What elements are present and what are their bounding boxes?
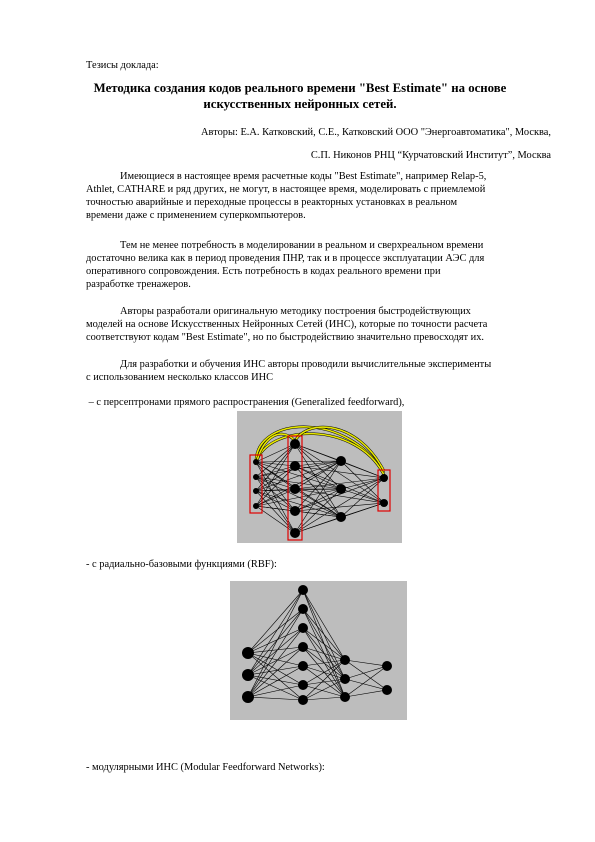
hidden-node <box>340 674 350 684</box>
list-item-modular: - модулярными ИНС (Modular Feedforward Networks): <box>86 762 325 773</box>
paragraph-1-line: Athlet, CATHARE и ряд других, не могут, в настоящее время, моделировать с приемлемой <box>86 184 486 195</box>
hidden-node <box>340 692 350 702</box>
output-node <box>382 685 392 695</box>
header-label: Тезисы доклада: <box>86 60 159 71</box>
paper-title <box>70 80 530 112</box>
title-line-2: искусственных нейронных сетей. <box>203 97 397 111</box>
paragraph-2-line: оперативного сопровождения. Есть потребность в кодах реального времени при <box>86 266 441 277</box>
input-node <box>253 503 259 509</box>
input-node <box>242 647 254 659</box>
output-node <box>380 499 388 507</box>
input-node <box>242 691 254 703</box>
paragraph-4-line: с использованием несколько классов ИНС <box>86 372 274 383</box>
rbf-node <box>298 680 308 690</box>
list-item-rbf: - с радиально-базовыми функциями (RBF): <box>86 559 277 570</box>
paragraph-2-line: разработке тренажеров. <box>86 279 191 290</box>
authors-line-1: Авторы: Е.А. Катковский, С.Е., Катковский ООО "Энергоавтоматика", Москва, <box>201 127 551 138</box>
paragraph-2 <box>86 239 551 291</box>
input-node <box>253 474 259 480</box>
feedforward-network-diagram <box>237 411 402 543</box>
hidden-node <box>290 484 300 494</box>
rbf-node <box>298 642 308 652</box>
rbf-node <box>298 604 308 614</box>
paragraph-3 <box>86 305 551 344</box>
input-node <box>253 488 259 494</box>
paragraph-3-line: Авторы разработали оригинальную методику построения быстродействующих <box>120 306 471 317</box>
rbf-node <box>298 661 308 671</box>
input-node <box>242 669 254 681</box>
authors-line-2: С.П. Никонов РНЦ “Курчатовский Институт”, Москва <box>310 150 551 161</box>
output-node <box>382 661 392 671</box>
paragraph-4-line: Для разработки и обучения ИНС авторы проводили вычислительные эксперименты <box>120 359 492 370</box>
figure-rbf-network <box>230 581 407 720</box>
paragraph-1-line: точностью аварийные и переходные процессы в реакторных установках в реальном <box>86 197 458 208</box>
paragraph-2-line: достаточно велика как в период проведения ПНР, так и в процессе эксплуатации АЭС для <box>86 253 485 264</box>
input-node <box>253 459 259 465</box>
paragraph-2-line: Тем не менее потребность в моделировании в реальном и сверхреальном времени <box>120 240 484 251</box>
paragraph-1-line: времени даже с применением суперкомпьютеров. <box>86 210 306 221</box>
paragraph-1-line: Имеющиеся в настоящее время расчетные коды "Best Estimate", например Relap-5, <box>120 171 487 182</box>
hidden-node <box>336 512 346 522</box>
hidden-node <box>336 456 346 466</box>
hidden-node <box>290 461 300 471</box>
figure-feedforward-network <box>237 411 402 543</box>
output-node <box>380 474 388 482</box>
title-line-1: Методика создания кодов реального времени "Best Estimate" на основе <box>93 81 507 95</box>
hidden-node <box>336 484 346 494</box>
paragraph-4 <box>86 358 551 384</box>
rbf-network-diagram <box>230 581 407 720</box>
hidden-node <box>290 528 300 538</box>
hidden-node <box>290 506 300 516</box>
rbf-node <box>298 623 308 633</box>
hidden-node <box>290 439 300 449</box>
list-item-feedforward: – с персептронами прямого распространения (Generalized feedforward), <box>86 397 405 408</box>
paragraph-3-line: соответствуют кодам "Best Estimate", но по быстродействию значительно превосходят их. <box>86 332 485 343</box>
hidden-node <box>340 655 350 665</box>
rbf-node <box>298 695 308 705</box>
paragraph-3-line: моделей на основе Искусственных Нейронных Сетей (ИНС), которые по точности расчета <box>86 319 488 330</box>
paragraph-1 <box>86 170 551 222</box>
rbf-node <box>298 585 308 595</box>
